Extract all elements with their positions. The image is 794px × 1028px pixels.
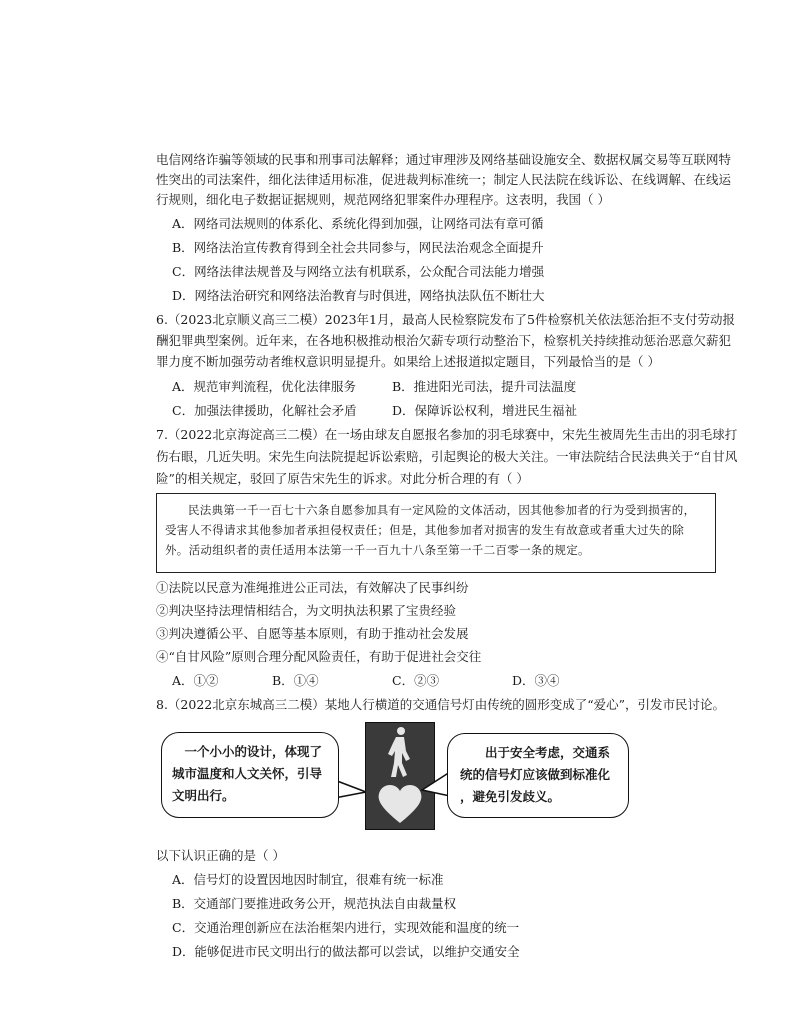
bubble-right-line-2: 统的信号灯应该做到标准化 — [460, 767, 611, 782]
q6-stem-line-1: 6.（2023北京顺义高三二模）2023年1月，最高人民检察院发布了5件检察机关依法惩治拒不支付劳动报 — [156, 312, 735, 327]
q6-option-b: B．推进阳光司法，提升司法温度 — [392, 379, 577, 394]
civil-code-quote-text: 民法典第一千一百七十六条自愿参加具有一定风险的文体活动，因其他参加者的行为受到损害的，受害人不得请求其他参加者承担侵权责任；但是，其他参加者对损害的发生有故意或者重大过失的除外。活动组织者的责任适用本法第一千一百九十八条至第一千二百零一条的规定。 — [165, 503, 696, 557]
q8-option-d: D．能够促进市民文明出行的做法都可以尝试，以维护交通安全 — [172, 944, 520, 959]
q6-option-d: D．保障诉讼权利，增进民生福祉 — [392, 403, 578, 418]
q7-item-4: ④“自甘风险”原则合理分配风险责任，有助于促进社会交往 — [156, 649, 482, 664]
q7-item-2: ②判决坚持法理情相结合，为文明执法积累了宝贵经验 — [156, 603, 457, 618]
bubble-right-line-3: ，避免引发歧义。 — [460, 789, 561, 804]
q8-stem: 8.（2022北京东城高三二模）某地人行横道的交通信号灯由传统的圆形变成了“爱心”，引发市民讨论。 — [156, 697, 726, 712]
q5-stem-line-3: 行规则，细化电子数据证据规则，规范网络犯罪案件办理程序。这表明，我国（ ） — [156, 192, 610, 207]
q7-stem-line-3: 险”的相关规定，驳回了原告宋先生的诉求。对此分析合理的有（ ） — [156, 471, 529, 486]
q6-option-c: C．加强法律援助，化解社会矛盾 — [172, 403, 357, 418]
civil-code-quote-box — [156, 493, 716, 573]
q7-option-c: C．②③ — [392, 673, 440, 688]
q7-item-3: ③判决遵循公平、自愿等基本原则，有助于推动社会发展 — [156, 626, 469, 641]
bubble-right-line-1: 出于安全考虑，交通系 — [485, 745, 611, 760]
q8-option-c: C．交通治理创新应在法治框架内进行，实现效能和温度的统一 — [172, 920, 520, 935]
bubble-left-line-3: 文明出行。 — [172, 788, 235, 803]
q6-stem-line-2: 酬犯罪典型案例。近年来，在各地积极推动根治欠薪专项行动整治下，检察机关持续推动惩治恶意欠薪犯 — [156, 333, 732, 348]
q8-option-b: B．交通部门要推进政务公开，规范执法自由裁量权 — [172, 896, 457, 911]
q5-option-d: D．网络法治研究和网络法治教育与时俱进，网络执法队伍不断壮大 — [172, 288, 545, 303]
q8-option-a: A．信号灯的设置因地因时制宜，很难有统一标准 — [172, 872, 444, 887]
q7-stem-line-2: 伤右眼，几近失明。宋先生向法院提起诉讼索赔，引起舆论的极大关注。一审法院结合民法典关于“自甘风 — [156, 449, 738, 464]
q5-stem-line-1: 电信网络诈骗等领域的民事和刑事司法解释；通过审理涉及网络基础设施安全、数据权属交易等互联网特 — [156, 152, 732, 167]
q8-prompt: 以下认识正确的是（ ） — [156, 848, 285, 863]
q5-stem-line-2: 性突出的司法案件，细化法律适用标准，促进裁判标准统一；制定人民法院在线诉讼、在线调解、在线运 — [156, 172, 732, 187]
q5-option-a: A．网络司法规则的体系化、系统化得到加强，让网络司法有章可循 — [172, 216, 544, 231]
q6-option-a: A．规范审判流程，优化法律服务 — [172, 379, 357, 394]
q7-option-b: B．①④ — [272, 673, 319, 688]
q7-stem-line-1: 7.（2022北京海淀高三二模）在一场由球友自愿报名参加的羽毛球赛中，宋先生被周先生击出的羽毛球打 — [156, 427, 738, 442]
bubble-left-line-1: 一个小小的设计，体现了 — [184, 744, 323, 759]
q5-option-c: C．网络法律法规普及与网络立法有机联系，公众配合司法能力增强 — [172, 264, 545, 279]
speech-bubble-left — [161, 732, 339, 818]
bubble-left-line-2: 城市温度和人文关怀，引导 — [172, 766, 323, 781]
q7-option-a: A．①② — [172, 673, 219, 688]
q7-option-d: D．③④ — [512, 673, 560, 688]
q7-item-1: ①法院以民意为准绳推进公正司法，有效解决了民事纠纷 — [156, 580, 469, 595]
q5-option-b: B．网络法治宣传教育得到全社会共同参与，网民法治观念全面提升 — [172, 240, 544, 255]
q6-stem-line-3: 罪力度不断加强劳动者维权意识明显提升。如果给上述报道拟定题目，下列最恰当的是（ ） — [156, 354, 660, 369]
speech-bubble-right — [447, 733, 629, 818]
